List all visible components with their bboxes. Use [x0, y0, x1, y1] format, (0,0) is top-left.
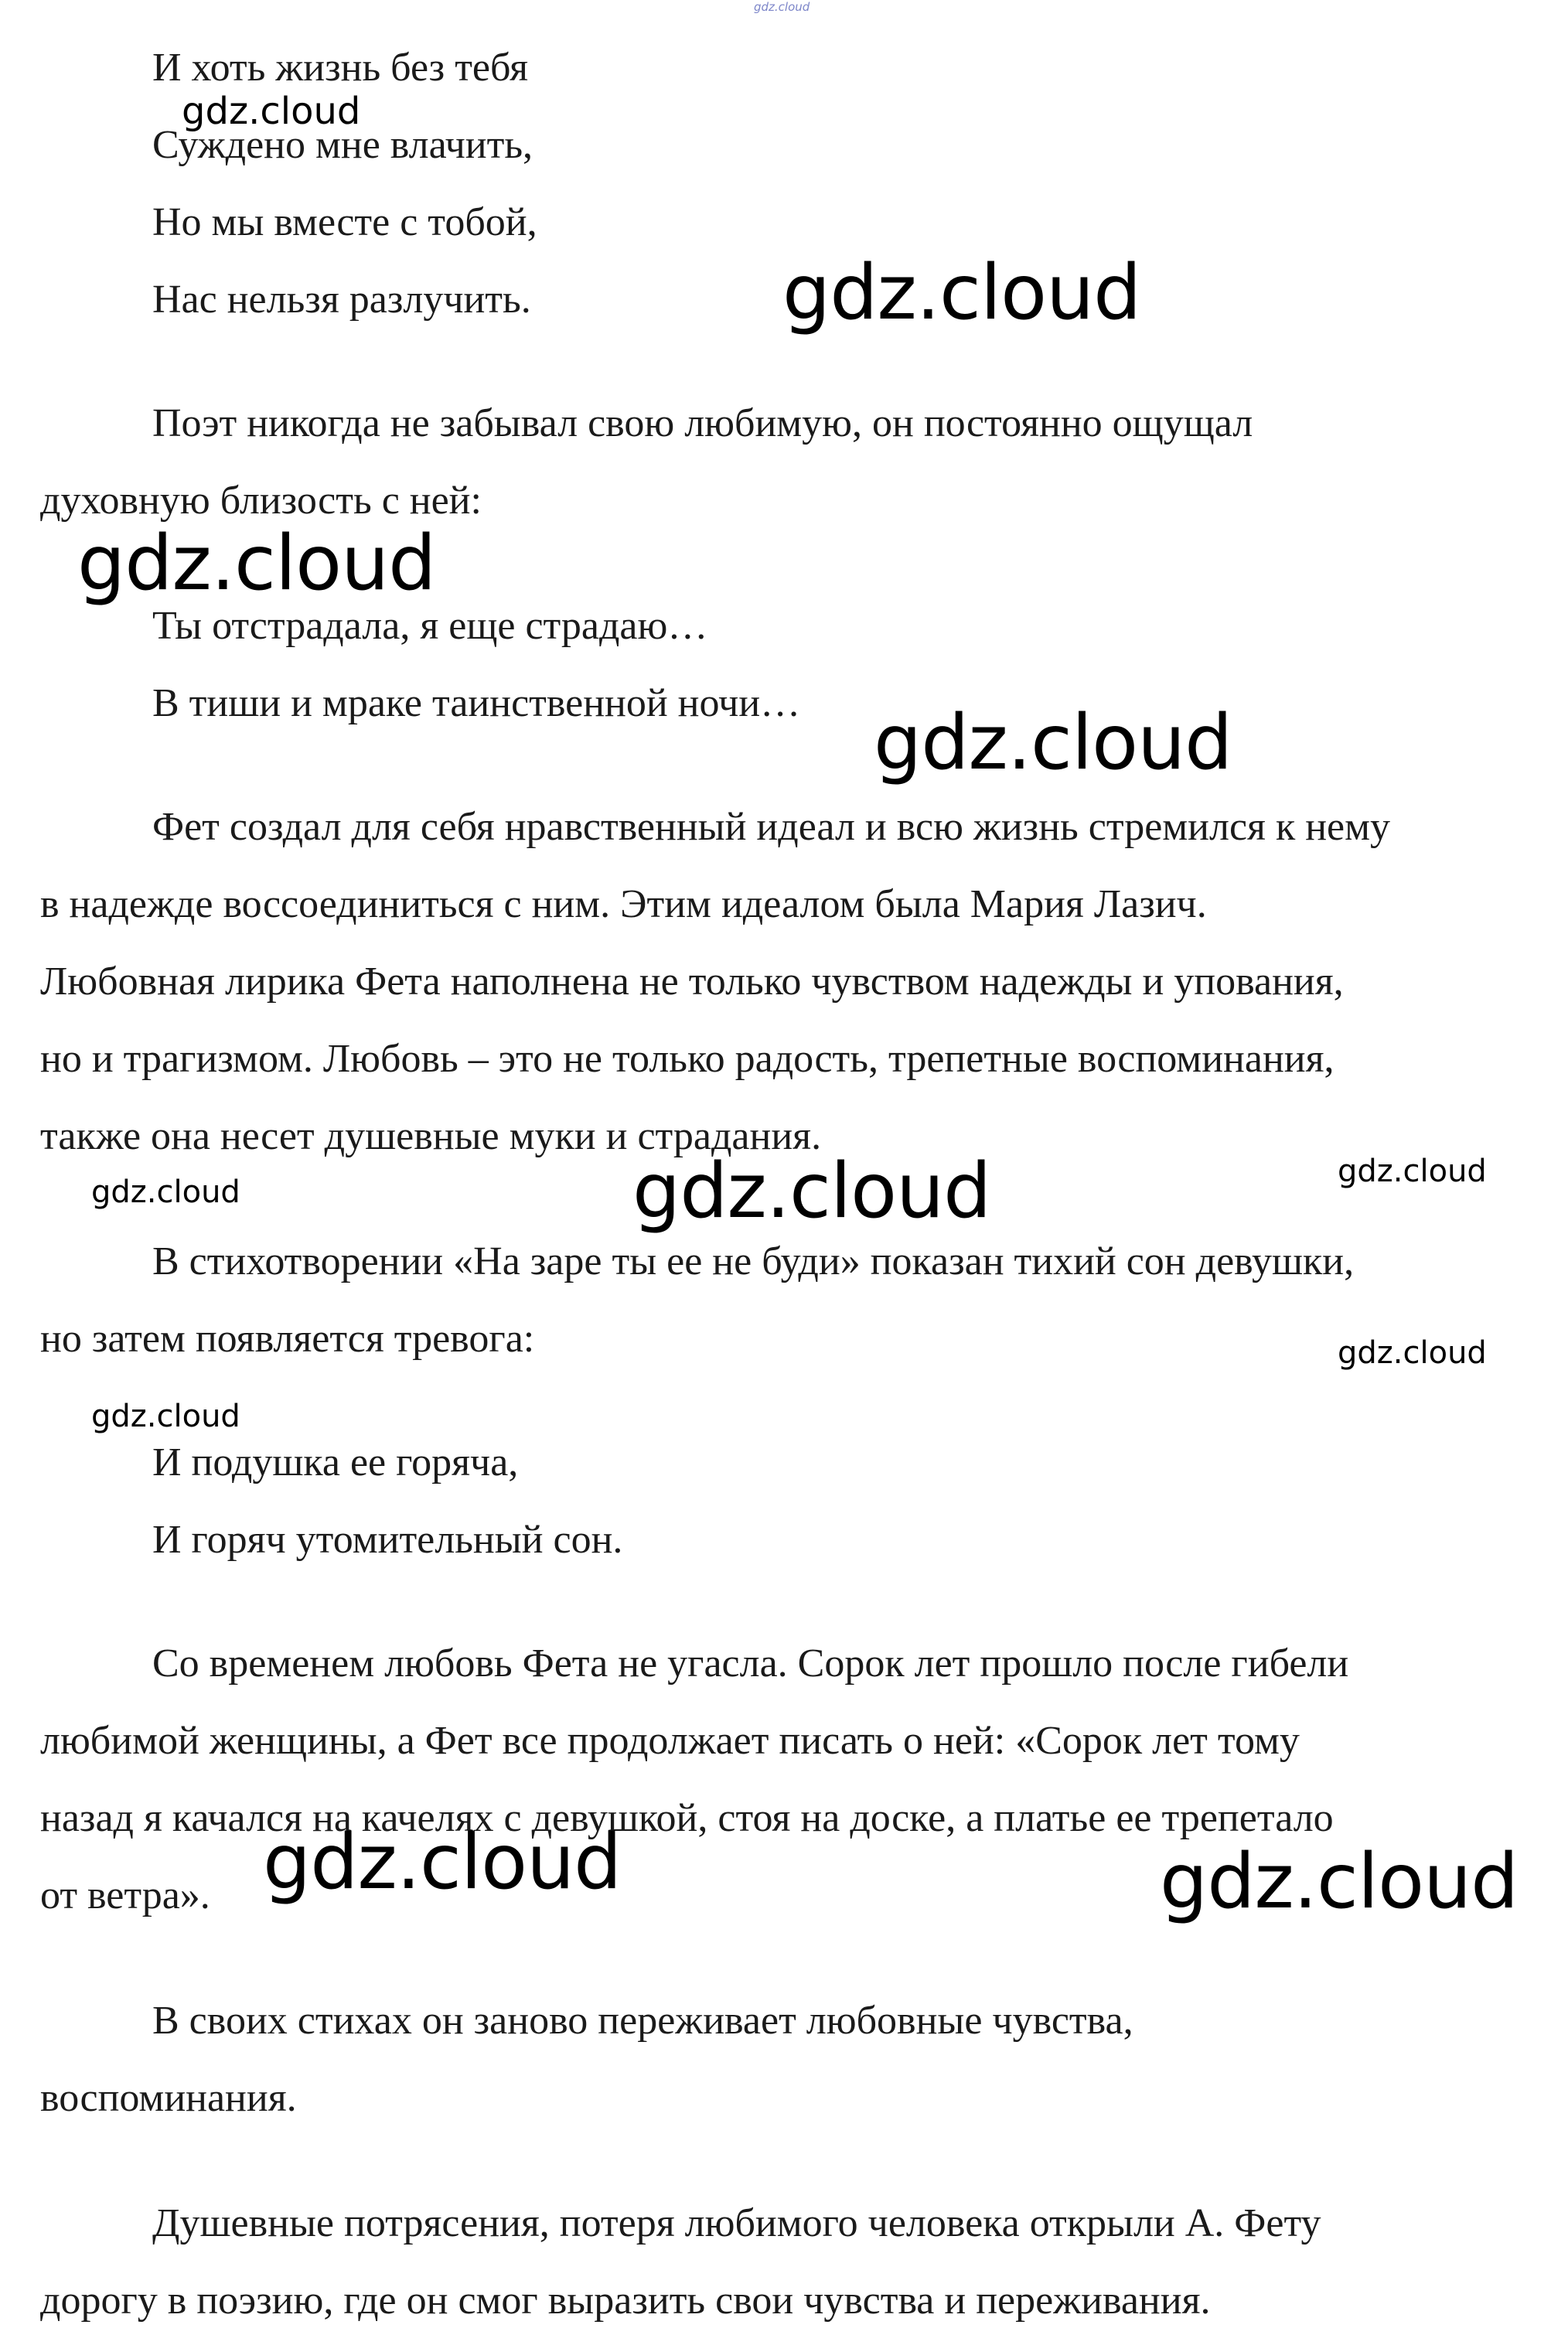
verse-line: И хоть жизнь без тебя — [152, 46, 529, 90]
paragraph-line: дорогу в поэзию, где он смог выразить свои чувства и переживания. — [40, 2279, 1211, 2323]
paragraph-line: В своих стихах он заново переживает любовные чувства, — [152, 1999, 1133, 2043]
watermark-text: gdz.cloud — [632, 1147, 991, 1236]
paragraph-line: воспоминания. — [40, 2076, 297, 2120]
verse-line: Нас нельзя разлучить. — [152, 278, 531, 322]
paragraph-line: Душевные потрясения, потеря любимого человека открыли А. Фету — [152, 2201, 1321, 2245]
watermark-text: gdz.cloud — [1338, 1154, 1487, 1189]
paragraph-line: в надежде воссоединиться с ним. Этим идеалом была Мария Лазич. — [40, 882, 1207, 926]
verse-line: Ты отстрадала, я еще страдаю… — [152, 604, 708, 648]
watermark-text: gdz.cloud — [77, 520, 436, 608]
paragraph-line: В стихотворении «На заре ты ее не буди» показан тихий сон девушки, — [152, 1239, 1355, 1283]
paragraph-line: Любовная лирика Фета наполнена не только чувством надежды и упования, — [40, 960, 1344, 1004]
verse-line: Суждено мне влачить, — [152, 123, 533, 167]
paragraph-line: от ветра». — [40, 1873, 210, 1917]
verse-line: И подушка ее горяча, — [152, 1440, 519, 1484]
watermark-text: gdz.cloud — [91, 1399, 240, 1434]
paragraph-line: также она несет душевные муки и страдания. — [40, 1114, 822, 1158]
paragraph-line: духовную близость с ней: — [40, 479, 482, 523]
watermark-text: gdz.cloud — [874, 699, 1232, 787]
paragraph-line: Фет создал для себя нравственный идеал и всю жизнь стремился к нему — [152, 805, 1391, 849]
paragraph-line: назад я качался на качелях с девушкой, стоя на доске, а платье ее трепетало — [40, 1796, 1334, 1840]
watermark-text: gdz.cloud — [1160, 1838, 1519, 1926]
watermark-text: gdz.cloud — [263, 1819, 622, 1907]
paragraph-line: Со временем любовь Фета не угасла. Сорок лет прошло после гибели — [152, 1641, 1349, 1686]
watermark-text: gdz.cloud — [182, 90, 361, 133]
paragraph-line: любимой женщины, а Фет все продолжает писать о ней: «Сорок лет тому — [40, 1719, 1300, 1763]
paragraph-line: но затем появляется тревога: — [40, 1317, 535, 1361]
verse-line: Но мы вместе с тобой, — [152, 200, 537, 244]
watermark-text: gdz.cloud — [1338, 1335, 1487, 1371]
paragraph-line: Поэт никогда не забывал свою любимую, он постоянно ощущал — [152, 401, 1253, 445]
verse-line: В тиши и мраке таинственной ночи… — [152, 681, 801, 725]
watermark-text: gdz.cloud — [91, 1174, 240, 1210]
top-watermark-stamp: gdz.cloud — [754, 0, 810, 14]
watermark-text: gdz.cloud — [782, 249, 1141, 337]
verse-line: И горяч утомительный сон. — [152, 1518, 623, 1562]
paragraph-line: но и трагизмом. Любовь – это не только радость, трепетные воспоминания, — [40, 1037, 1335, 1081]
